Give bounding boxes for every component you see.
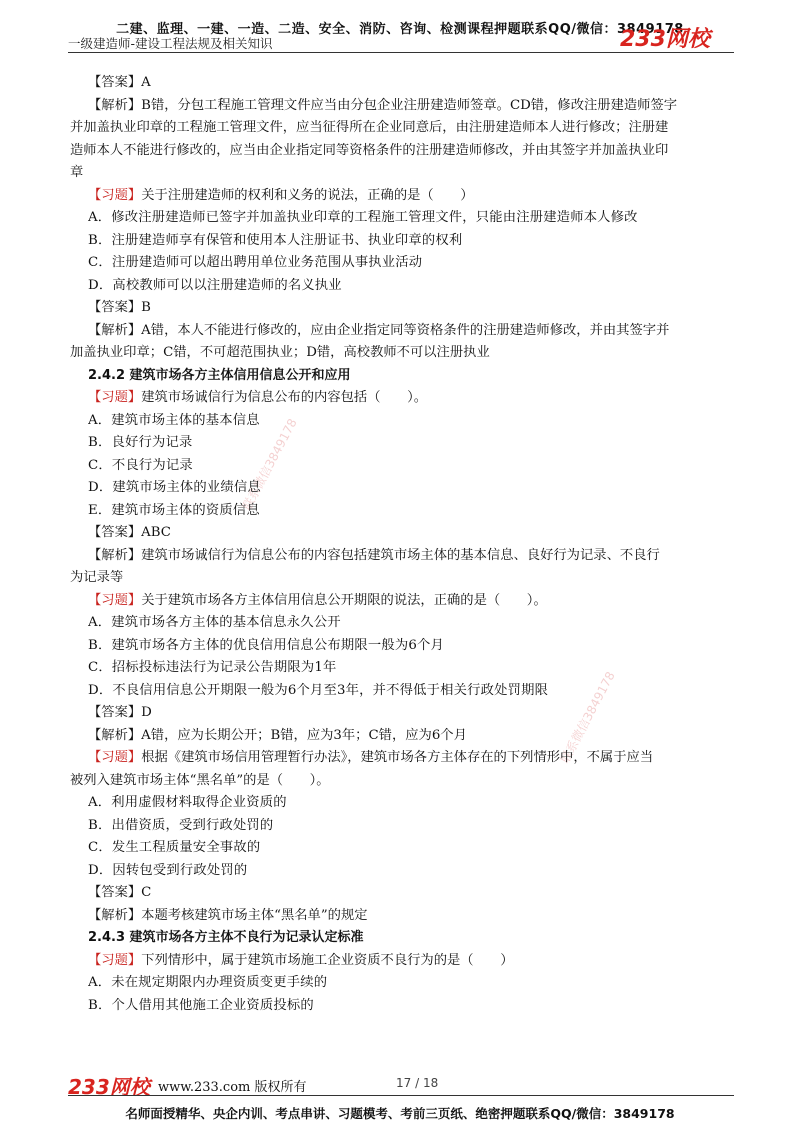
- exercise-tag: 【习题】: [88, 750, 142, 765]
- document-subtitle: 一级建造师-建设工程法规及相关知识: [68, 36, 273, 51]
- question-line: [88, 747, 738, 770]
- footer-divider: [68, 1095, 734, 1096]
- analysis-line: 加盖执业印章；C错，不可超范围执业；D错，高校教师不可以注册执业: [70, 345, 490, 360]
- question-text: 根据《建筑市场信用管理暂行办法》，建筑市场各方主体存在的下列情形中，不属于应当: [141, 750, 654, 765]
- question-text: 关于注册建造师的权利和义务的说法，正确的是（ ）: [141, 187, 474, 203]
- analysis-line: 【解析】A错，本人不能进行修改的，应由企业指定同等资格条件的注册建造师修改，并由其签字并: [88, 322, 670, 338]
- option-line: B．良好行为记录: [88, 435, 193, 450]
- question-text: 关于建筑市场各方主体信用信息公开期限的说法，正确的是（ ）。: [141, 592, 547, 608]
- footer-ad: 名师面授精华、央企内训、考点串讲、习题模考、考前三页纸、绝密押题联系QQ/微信：3849178: [125, 1106, 675, 1121]
- option-line: A．未在规定期限内办理资质变更手续的: [88, 975, 328, 990]
- analysis-line: 【解析】B错，分包工程施工管理文件应当由分包企业注册建造师签章。CD错，修改注册建造师签字: [88, 97, 678, 113]
- answer-line: 【答案】A: [88, 75, 151, 90]
- option-line: A．建筑市场各方主体的基本信息永久公开: [88, 615, 341, 630]
- option-line: A．利用虚假材料取得企业资质的: [88, 795, 287, 810]
- option-line: B．个人借用其他施工企业资质投标的: [88, 997, 314, 1013]
- question-line: [88, 387, 738, 410]
- question-line: [88, 950, 738, 973]
- exercise-tag: 【习题】: [88, 390, 142, 405]
- answer-line: 【答案】B: [88, 300, 151, 315]
- exercise-tag: 【习题】: [88, 592, 142, 608]
- option-line: C．不良行为记录: [88, 457, 193, 473]
- option-line: C．注册建造师可以超出聘用单位业务范围从事执业活动: [88, 255, 423, 270]
- option-line: B．出借资质，受到行政处罚的: [88, 817, 274, 833]
- document-body: [70, 72, 738, 1017]
- question-line: [88, 185, 738, 208]
- header-ad: 二建、监理、一建、一造、二造、安全、消防、咨询、检测课程押题联系QQ/微信：3849178: [116, 22, 684, 37]
- option-line: A．建筑市场主体的基本信息: [88, 412, 260, 428]
- watermark-1: 联系微信3849178: [239, 416, 300, 513]
- brand-logo: 233网校: [620, 27, 710, 52]
- answer-line: 【答案】C: [88, 885, 152, 900]
- analysis-line: 章: [70, 165, 84, 180]
- page-number: 17 / 18: [396, 1076, 439, 1090]
- watermark-2: 联系微信3849178: [557, 669, 618, 766]
- answer-line: 【答案】D: [88, 705, 152, 720]
- answer-line: 【答案】ABC: [88, 525, 171, 540]
- question-text: 下列情形中，属于建筑市场施工企业资质不良行为的是（ ）: [141, 952, 514, 968]
- analysis-line: 【解析】A错，应为长期公开；B错，应为3年；C错，应为6个月: [88, 727, 467, 743]
- footer-site: www.233.com 版权所有: [158, 1080, 307, 1095]
- question-text: 建筑市场诚信行为信息公布的内容包括（ ）。: [141, 390, 428, 405]
- section-heading: 2.4.2 建筑市场各方主体信用信息公开和应用: [88, 367, 351, 383]
- question-line-cont: 被列入建筑市场主体“黑名单”的是（ ）。: [70, 772, 330, 788]
- exercise-tag: 【习题】: [88, 187, 142, 203]
- option-line: E．建筑市场主体的资质信息: [88, 502, 260, 518]
- analysis-line: 【解析】建筑市场诚信行为信息公布的内容包括建筑市场主体的基本信息、良好行为记录、不良行: [88, 547, 660, 563]
- option-line: C．招标投标违法行为记录公告期限为1年: [88, 660, 337, 675]
- question-line: [88, 590, 738, 613]
- section-heading: 2.4.3 建筑市场各方主体不良行为记录认定标准: [88, 930, 364, 945]
- analysis-line: 并加盖执业印章的工程施工管理文件，应当征得所在企业同意后，由注册建造师本人进行修改；注册建: [70, 120, 669, 135]
- header-divider: [68, 52, 734, 53]
- option-line: C．发生工程质量安全事故的: [88, 840, 261, 855]
- option-line: D．高校教师可以以注册建造师的名义执业: [88, 277, 342, 293]
- exercise-tag: 【习题】: [88, 952, 142, 968]
- analysis-line: 【解析】本题考核建筑市场主体“黑名单”的规定: [88, 907, 368, 923]
- option-line: D．建筑市场主体的业绩信息: [88, 480, 261, 495]
- footer-logo: 233网校: [68, 1075, 150, 1099]
- option-line: D．不良信用信息公开期限一般为6个月至3年，并不得低于相关行政处罚期限: [88, 682, 549, 698]
- option-line: A．修改注册建造师已签字并加盖执业印章的工程施工管理文件，只能由注册建造师本人修改: [88, 210, 638, 225]
- analysis-line: 造师本人不能进行修改的，应当由企业指定同等资格条件的注册建造师修改，并由其签字并加盖执业印: [70, 142, 669, 158]
- analysis-line: 为记录等: [70, 570, 124, 585]
- option-line: B．注册建造师享有保管和使用本人注册证书、执业印章的权利: [88, 232, 463, 248]
- option-line: D．因转包受到行政处罚的: [88, 862, 248, 878]
- option-line: B．建筑市场各方主体的优良信用信息公布期限一般为6个月: [88, 637, 445, 653]
